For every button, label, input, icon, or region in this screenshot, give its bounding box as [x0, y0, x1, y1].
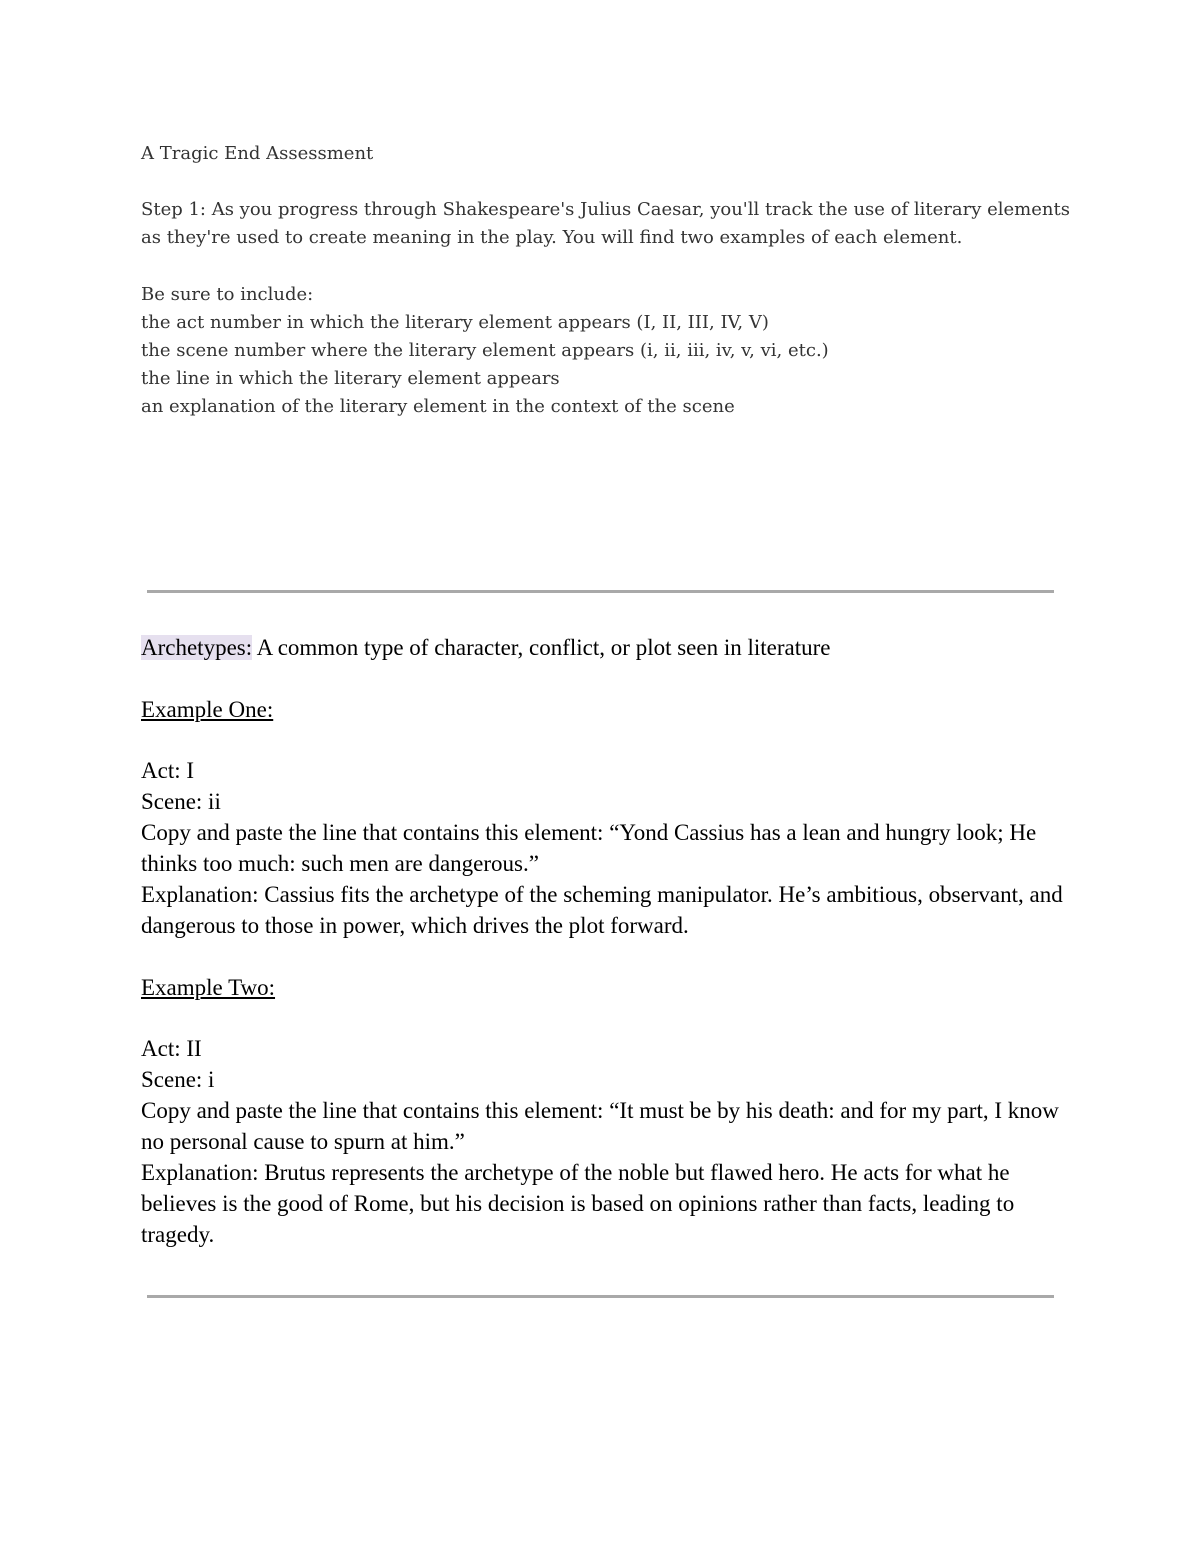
example-one-heading: Example One:	[141, 696, 274, 722]
example-two-heading: Example Two:	[141, 974, 276, 1000]
example-two-explanation: Explanation: Brutus represents the archetype of the noble but flawed hero. He acts for what he believes is the good of Rome, but his decision is based on opinions rather than facts, leading to tragedy.	[141, 1160, 1015, 1247]
example-one-act: Act: I	[141, 758, 195, 783]
step-instructions: Step 1: As you progress through Shakespeare's Julius Caesar, you'll track the use of literary elements as they're used to create meaning in the play. You will find two examples of each element.	[141, 199, 1070, 249]
example-two-line: Copy and paste the line that contains this element: “It must be by his death: and for my part, I know no personal cause to spurn at him.”	[141, 1098, 1059, 1154]
document-title: A Tragic End Assessment	[141, 143, 374, 164]
section-definition	[141, 632, 1071, 663]
include-item-act: the act number in which the literary element appears (I, II, III, IV, V)	[141, 311, 769, 333]
example-two-scene: Scene: i	[141, 1067, 215, 1092]
example-one-explanation: Explanation: Cassius fits the archetype of the scheming manipulator. He’s ambitious, observant, and dangerous to those in power, which drives the plot forward.	[141, 882, 1063, 938]
include-item-explanation: an explanation of the literary element in the context of the scene	[141, 396, 735, 418]
include-item-scene: the scene number where the literary element appears (i, ii, iii, iv, v, vi, etc.)	[141, 340, 829, 362]
archetypes-section	[141, 632, 1071, 1250]
example-one-scene: Scene: ii	[141, 789, 221, 814]
term-definition: A common type of character, conflict, or plot seen in literature	[252, 635, 831, 660]
horizontal-divider-bottom	[147, 1295, 1054, 1298]
include-heading: Be sure to include:	[141, 283, 314, 305]
term-highlight: Archetypes:	[141, 635, 253, 660]
example-one-line: Copy and paste the line that contains this element: “Yond Cassius has a lean and hungry look; He thinks too much: such men are dangerous.”	[141, 820, 1037, 876]
include-item-line: the line in which the literary element appears	[141, 368, 560, 390]
horizontal-divider-top	[147, 590, 1054, 593]
intro-block	[141, 140, 1071, 422]
example-two-act: Act: II	[141, 1036, 202, 1061]
